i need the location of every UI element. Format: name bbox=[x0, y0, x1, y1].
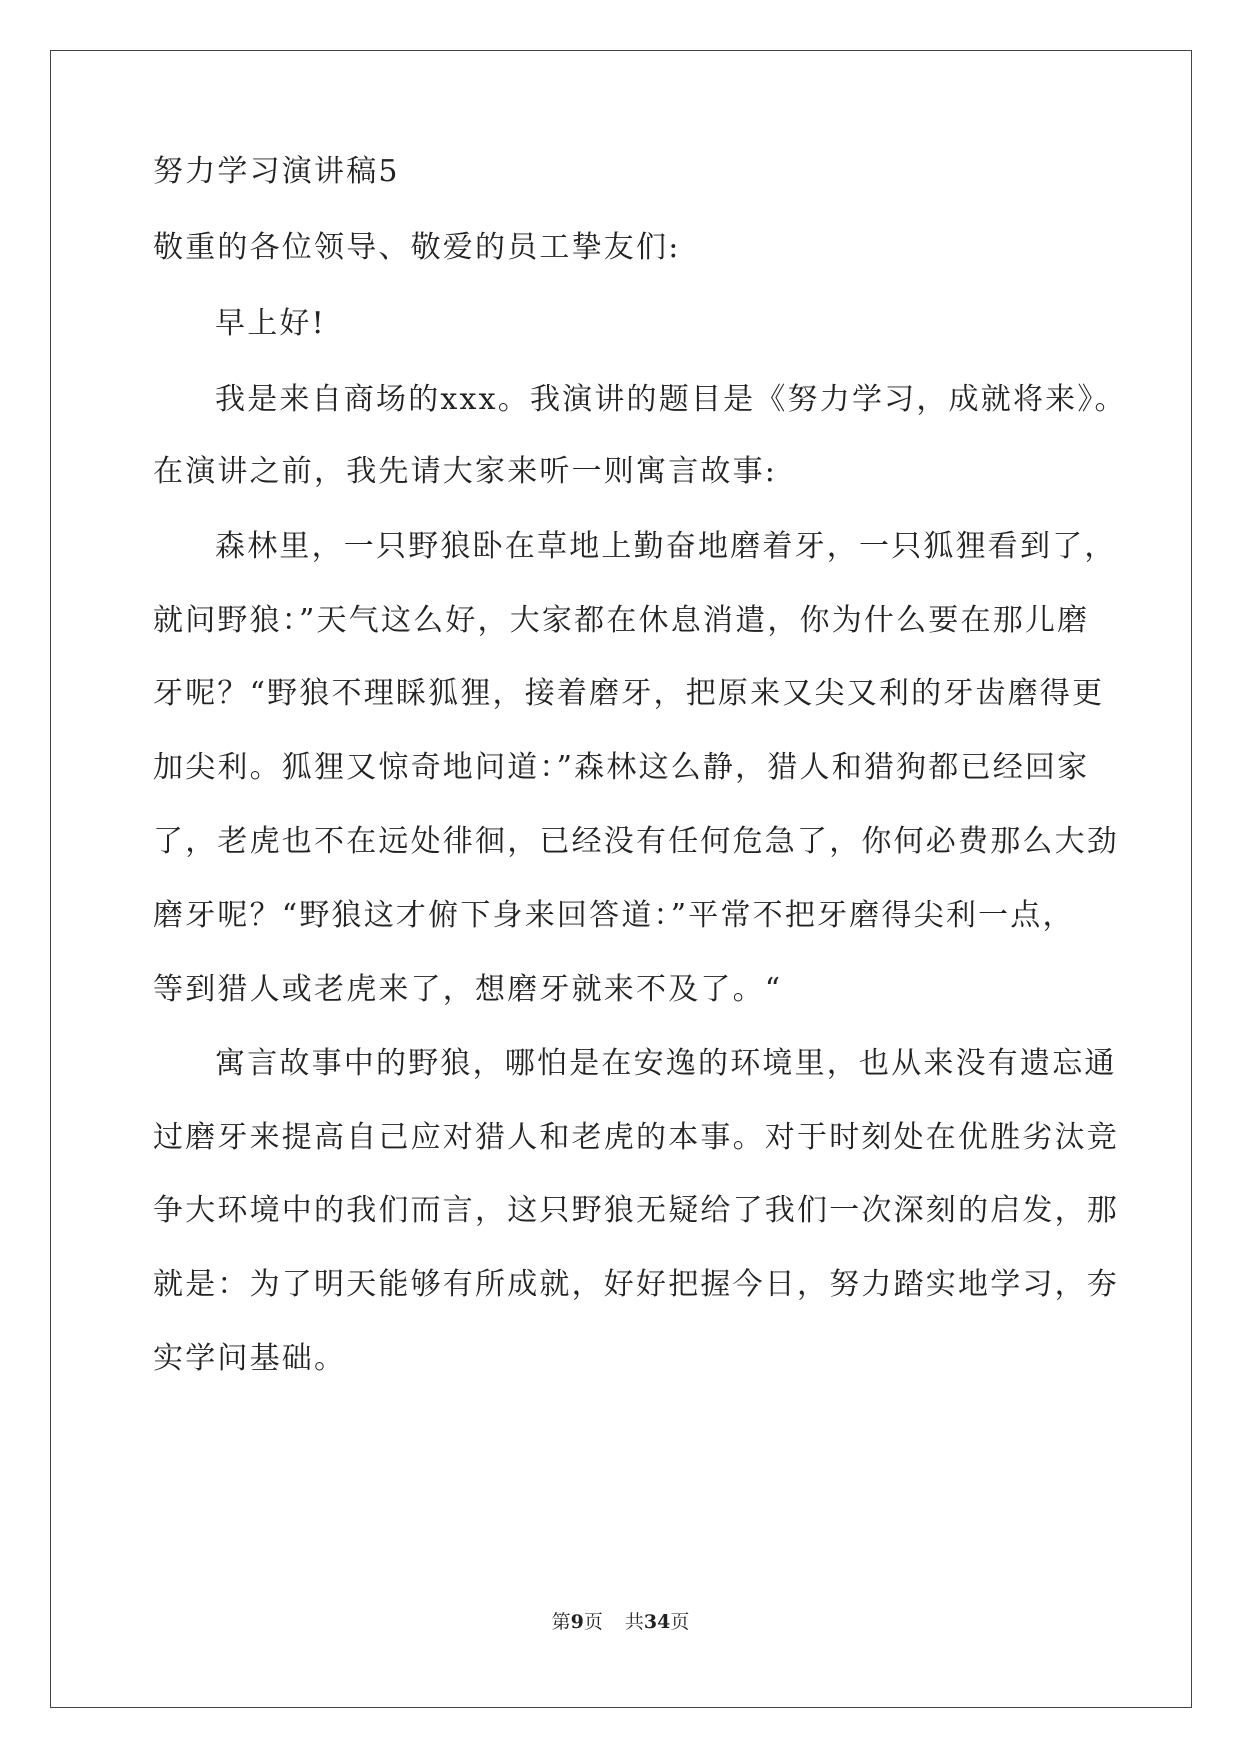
paragraph-line: 寓言故事中的野狼，哪怕是在安逸的环境里，也从来没有遗忘通 bbox=[215, 1046, 1117, 1081]
page-label-prefix: 第 bbox=[551, 1611, 571, 1633]
page-label-suffix: 页 bbox=[583, 1611, 603, 1633]
paragraph-line: 我是来自商场的xxx。我演讲的题目是《努力学习，成就将来》。 bbox=[215, 382, 1127, 417]
paragraph-line: 就问野狼：”天气这么好，大家都在休息消遣，你为什么要在那儿磨 bbox=[153, 603, 1090, 638]
document-title: 努力学习演讲稿5 bbox=[153, 154, 400, 189]
salutation-line: 敬重的各位领导、敬爱的员工挚友们: bbox=[153, 230, 681, 265]
paragraph-line: 实学问基础。 bbox=[153, 1341, 347, 1376]
paragraph-line: 争大环境中的我们而言，这只野狼无疑给了我们一次深刻的启发，那 bbox=[153, 1193, 1119, 1228]
paragraph-line: 等到猎人或老虎来了，想磨牙就来不及了。“ bbox=[153, 972, 783, 1007]
total-pages: 34 bbox=[643, 1611, 671, 1633]
paragraph-line: 在演讲之前，我先请大家来听一则寓言故事: bbox=[153, 454, 778, 489]
page-number: 9 bbox=[570, 1611, 584, 1633]
paragraph-line: 加尖利。狐狸又惊奇地问道：”森林这么静，猎人和猎狗都已经回家 bbox=[153, 750, 1090, 785]
paragraph-line: 森林里，一只野狼卧在草地上勤奋地磨着牙，一只狐狸看到了， bbox=[215, 529, 1117, 564]
total-label-suffix: 页 bbox=[670, 1611, 690, 1633]
paragraph-line: 过磨牙来提高自己应对猎人和老虎的本事。对于时刻处在优胜劣汰竞 bbox=[153, 1120, 1119, 1155]
paragraph-line: 就是：为了明天能够有所成就，好好把握今日，努力踏实地学习，夯 bbox=[153, 1267, 1119, 1302]
paragraph-line: 磨牙呢？“野狼这才俯下身来回答道：”平常不把牙磨得尖利一点， bbox=[153, 898, 1075, 933]
total-label-prefix: 共 bbox=[624, 1611, 644, 1633]
paragraph-line: 了，老虎也不在远处徘徊，已经没有任何危急了，你何必费那么大劲 bbox=[153, 824, 1119, 859]
page-border bbox=[50, 50, 1192, 1708]
page-footer bbox=[0, 1609, 1241, 1635]
paragraph-line: 牙呢？“野狼不理睬狐狸，接着磨牙，把原来又尖又利的牙齿磨得更 bbox=[153, 676, 1105, 711]
greeting-line: 早上好! bbox=[215, 306, 326, 341]
